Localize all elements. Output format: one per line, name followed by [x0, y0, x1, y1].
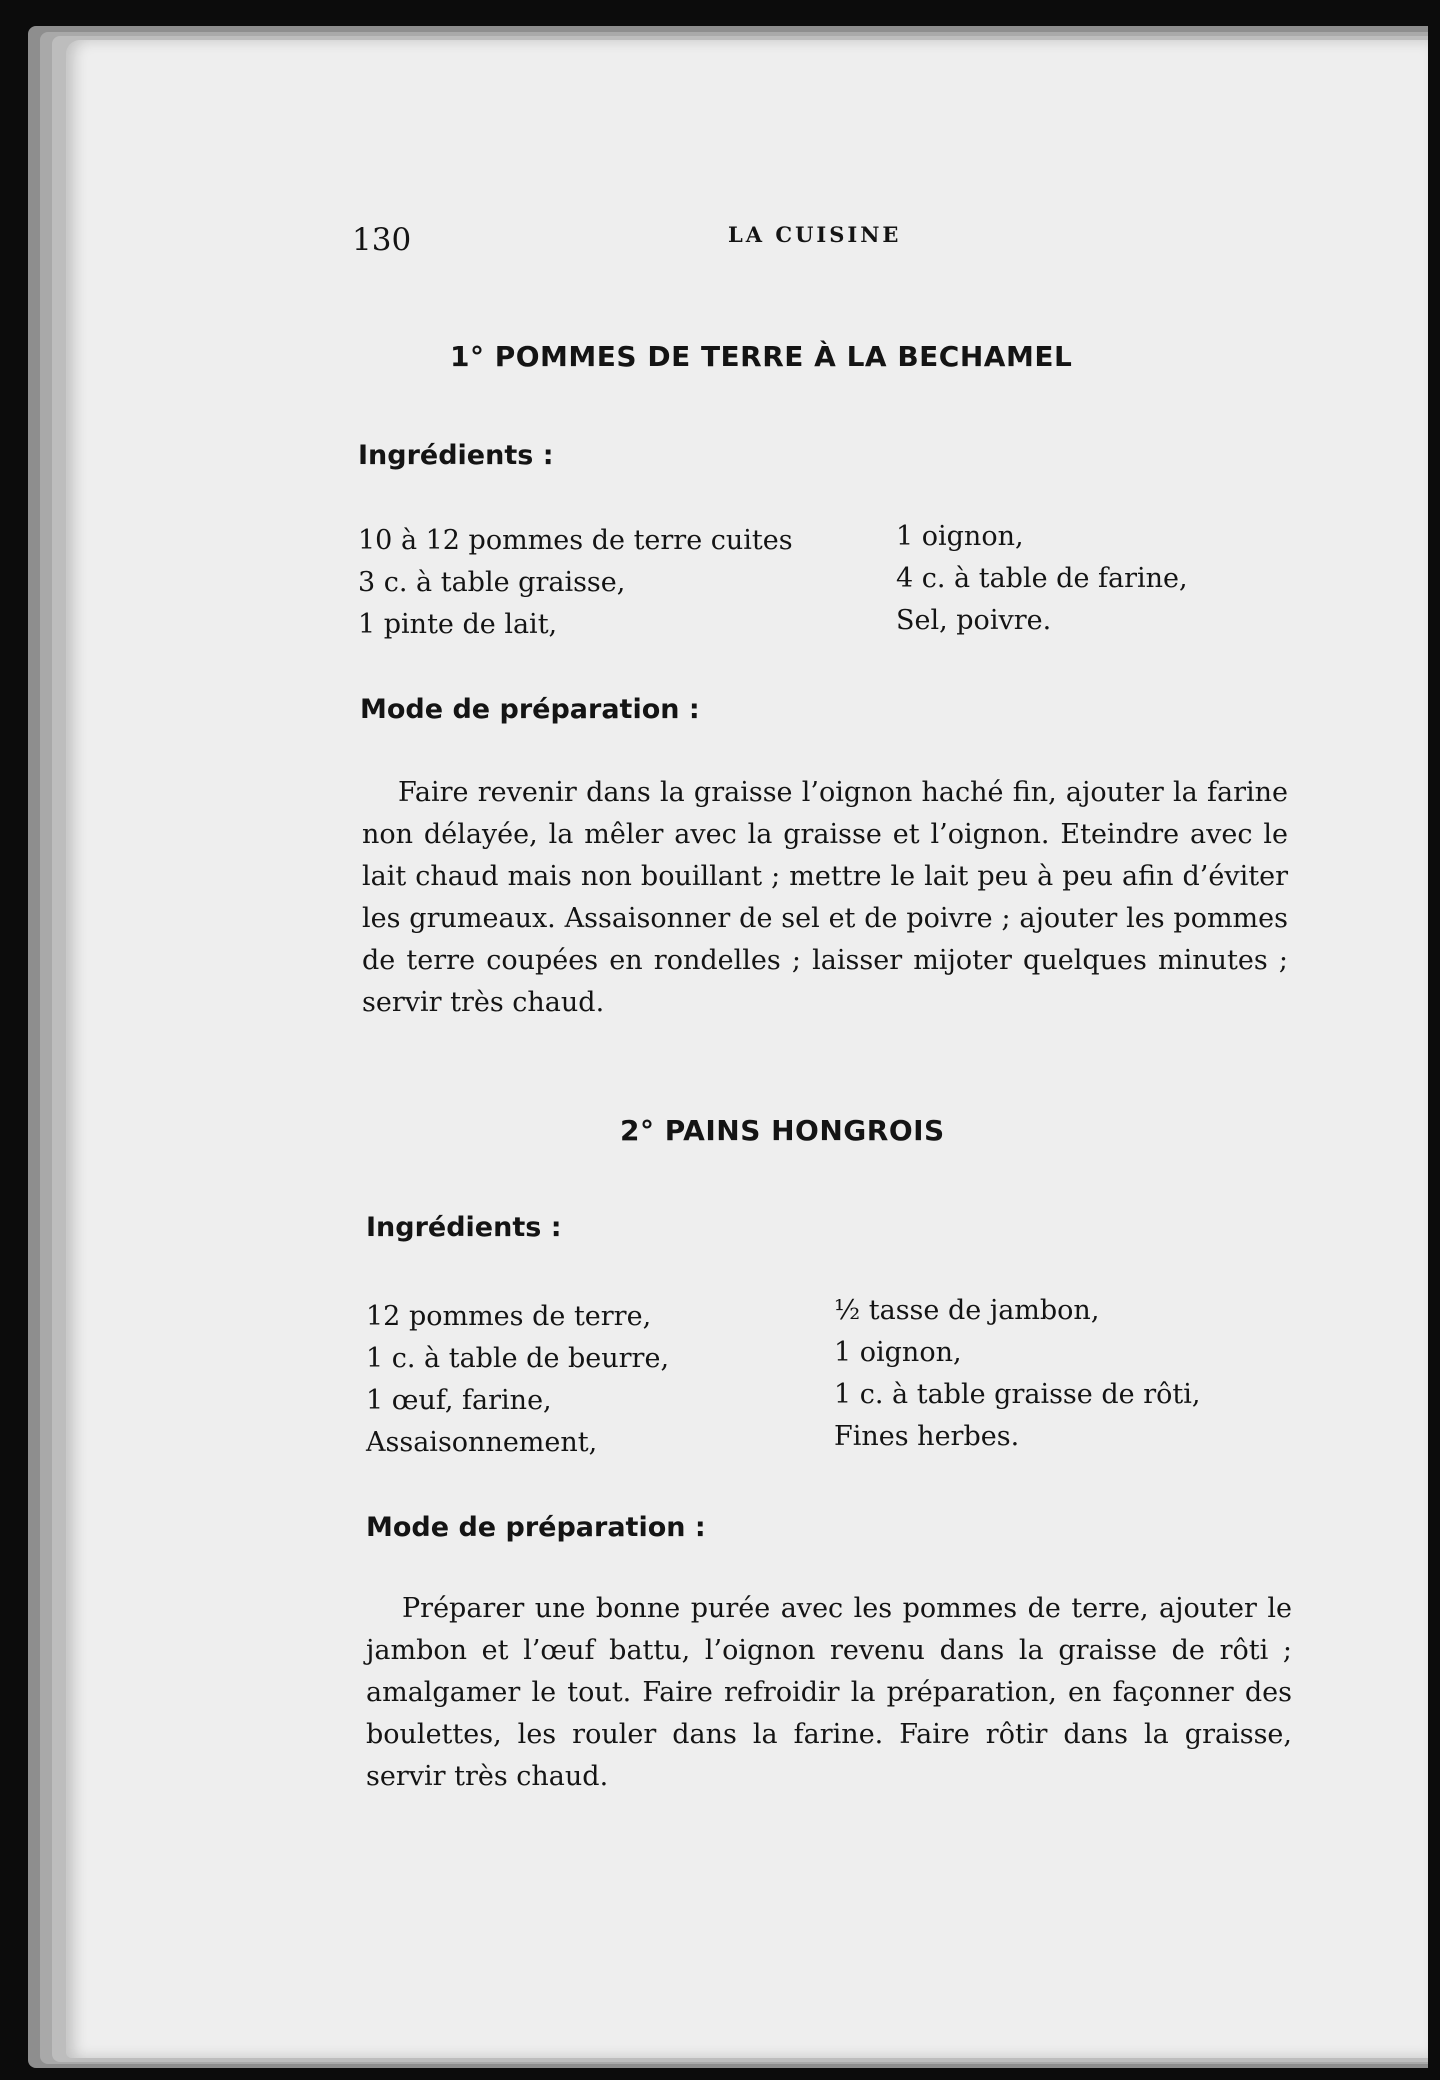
scan-right-border [1430, 0, 1440, 2080]
ingredient-item: 1 oignon, [834, 1337, 962, 1368]
recipe-1-method-label: Mode de préparation : [360, 694, 700, 725]
ingredient-item: 1 c. à table de beurre, [366, 1343, 670, 1374]
ingredient-item: 12 pommes de terre, [366, 1301, 652, 1332]
recipe-2-method-label: Mode de préparation : [366, 1512, 706, 1543]
ingredient-item: 10 à 12 pommes de terre cuites [358, 525, 793, 556]
ingredient-item: 1 pinte de lait, [358, 609, 558, 640]
ingredient-item: 3 c. à table graisse, [358, 567, 626, 598]
ingredient-item: Sel, poivre. [896, 605, 1052, 636]
recipe-1-ingredients-right [896, 516, 1188, 642]
running-head: LA CUISINE [728, 222, 902, 247]
recipe-2-ingredients-left [366, 1296, 669, 1464]
ingredient-item: 4 c. à table de farine, [896, 563, 1188, 594]
recipe-1-title: 1° POMMES DE TERRE À LA BECHAMEL [450, 340, 1073, 373]
ingredient-item: ½ tasse de jambon, [834, 1295, 1100, 1326]
recipe-2-ingredients-right [834, 1290, 1200, 1458]
recipe-2-ingredients-label: Ingrédients : [366, 1212, 562, 1243]
page-number: 130 [352, 222, 412, 258]
recipe-1-method-text: Faire revenir dans la graisse l’oignon haché fin, ajouter la farine non délayée, la mêler avec la graisse et l’oignon. Eteindre avec le lait chaud mais non bouillant ; mettre le lait peu à peu afin d’éviter les grumeaux. Assaisonner de sel et de poivre ; ajouter les pommes de terre coupées en rondelles ; laisser mijoter quelques minutes ; servir très chaud. [362, 777, 1288, 1018]
ingredient-item: Assaisonnement, [366, 1427, 598, 1458]
ingredient-item: Fines herbes. [834, 1421, 1020, 1452]
recipe-1-ingredients-label: Ingrédients : [358, 440, 554, 471]
recipe-1-ingredients-left [358, 520, 793, 646]
ingredient-item: 1 œuf, farine, [366, 1385, 552, 1416]
ingredient-item: 1 c. à table graisse de rôti, [834, 1379, 1201, 1410]
recipe-2-method-text: Préparer une bonne purée avec les pommes de terre, ajouter le jambon et l’œuf battu, l’oignon revenu dans la graisse de rôti ; amalgamer le tout. Faire refroidir la préparation, en façonner des boulettes, les rouler dans la farine. Faire rôtir dans la graisse, servir très chaud. [366, 1593, 1292, 1792]
ingredient-item: 1 oignon, [896, 521, 1024, 552]
recipe-2-title: 2° PAINS HONGROIS [620, 1114, 945, 1147]
